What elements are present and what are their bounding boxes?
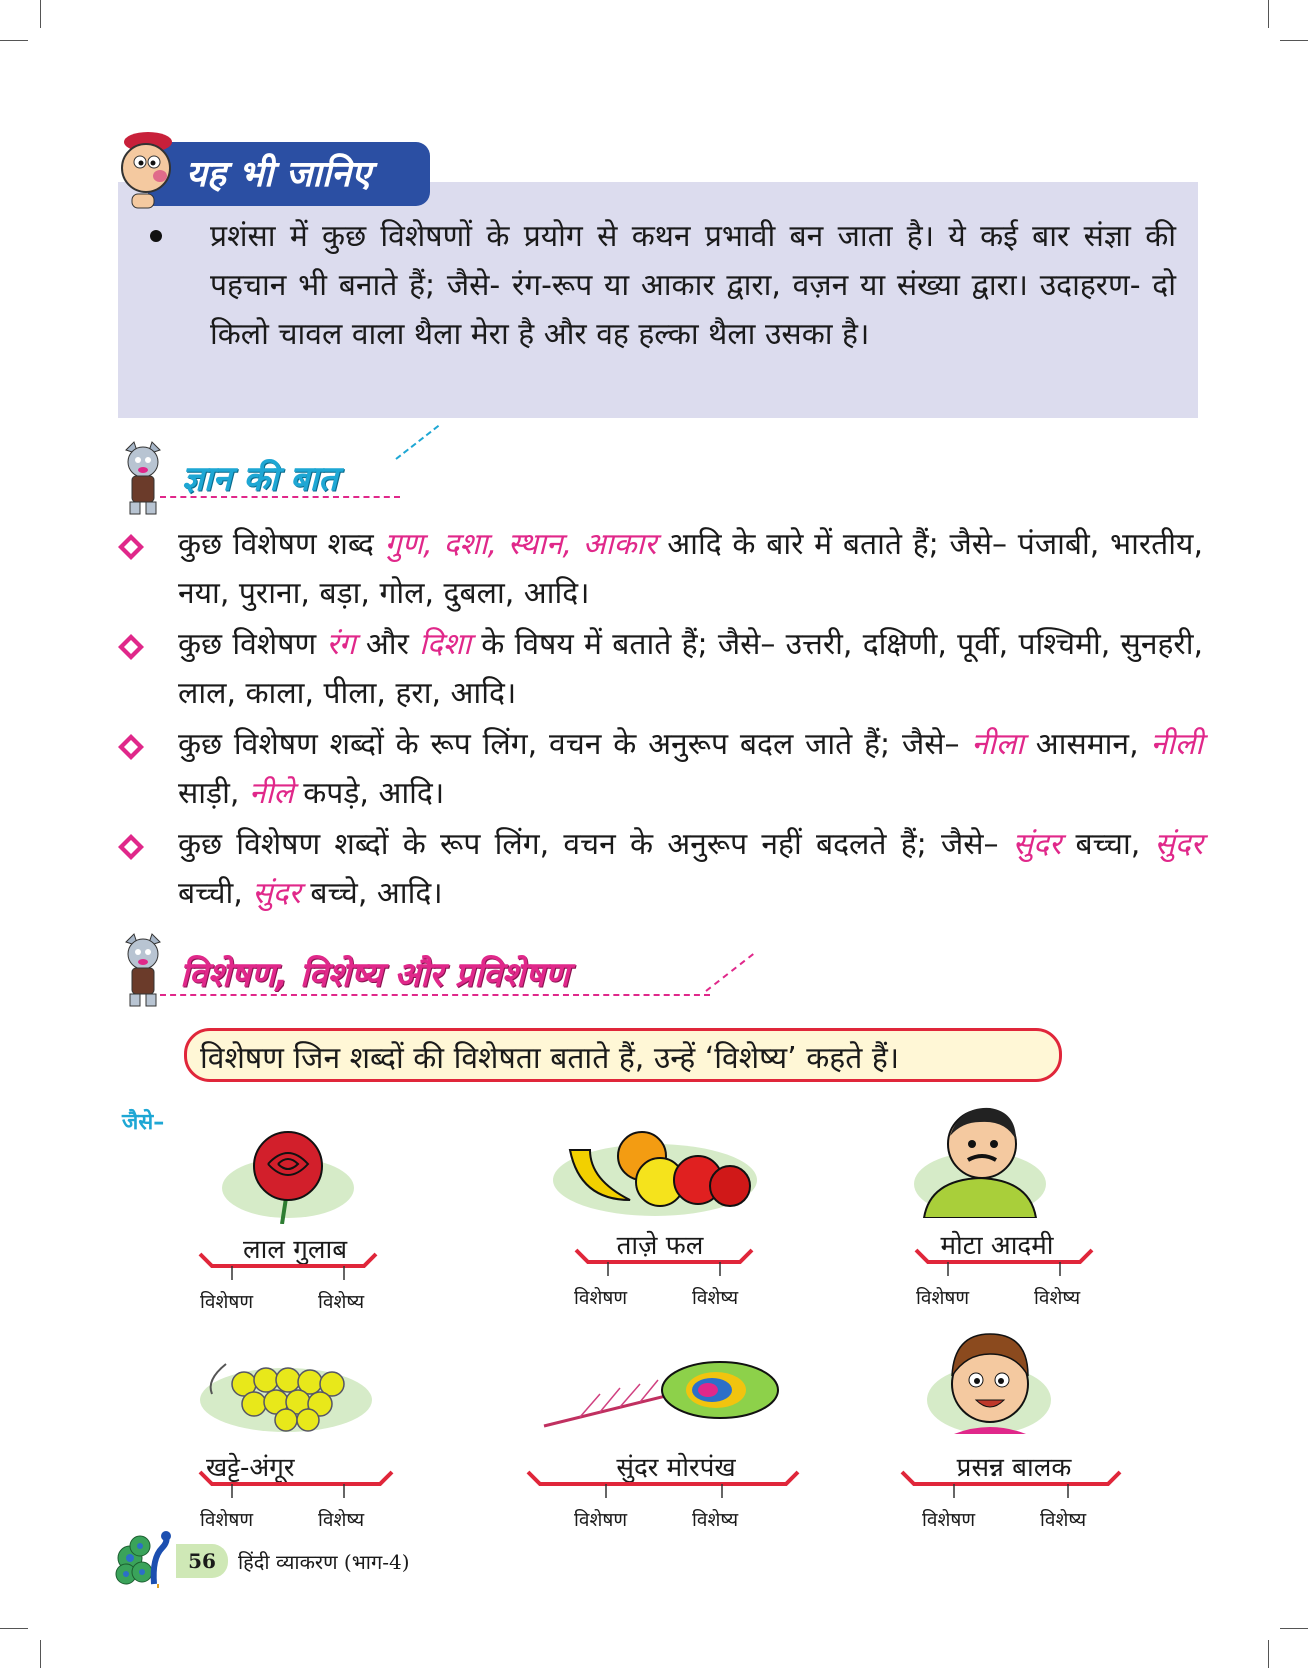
highlight-word: रंग (326, 627, 356, 662)
example-label: जैसे– (122, 1110, 165, 1135)
crop-mark (1268, 0, 1269, 28)
example-phrase: लाल गुलाब (242, 1235, 348, 1265)
highlight-word: गुण, दशा, स्थान, आकार (384, 527, 657, 562)
peacock-feather-icon (540, 1360, 780, 1434)
example-phrase: मोटा आदमी (940, 1231, 1054, 1261)
happy-boy-icon (924, 1324, 1054, 1436)
noun-tag: विशेष्य (692, 1509, 739, 1531)
know-more-title: यह भी जानिए (186, 154, 371, 195)
point-text: कुछ विशेषण शब्द (178, 527, 385, 562)
adjective-tag: विशेषण (200, 1291, 254, 1313)
point-text: कपड़े, आदि। (293, 776, 445, 811)
adjective-tag: विशेषण (200, 1509, 254, 1531)
fat-man-icon (910, 1100, 1050, 1218)
crop-mark (0, 40, 28, 41)
section-title: विशेषण, विशेष्य और प्रविशेषण (180, 955, 570, 995)
brace-line (914, 1248, 1094, 1276)
point-text: कुछ विशेषण शब्दों के रूप लिंग, वचन के अनुरूप नहीं बदलते हैं; जैसे– (178, 827, 1013, 862)
crop-mark (40, 1640, 41, 1668)
highlight-word: नीली (1150, 727, 1203, 762)
brace-line (198, 1252, 378, 1280)
crop-mark (40, 0, 41, 28)
knowledge-point (178, 520, 1203, 618)
adjective-tag: विशेषण (916, 1287, 970, 1309)
highlight-word: सुंदर (252, 876, 301, 911)
brace-line (574, 1248, 754, 1276)
cat-mascot-icon (116, 440, 170, 518)
highlight-word: सुंदर (1154, 827, 1203, 862)
page-number: 56 (176, 1544, 228, 1578)
crop-mark (0, 1628, 28, 1629)
title-dotted-line (160, 496, 400, 498)
highlight-word: सुंदर (1012, 827, 1062, 862)
example-phrase: ताज़े फल (616, 1231, 704, 1261)
point-text: साड़ी, (178, 776, 249, 811)
point-text: के विषय में बताते हैं; जैसे– उत्तरी, दक्षिणी, पूर्वी, पश्चिमी, सुनहरी, लाल, काला, पीला, हरा, आदि। (178, 627, 1203, 711)
diamond-bullet-icon (118, 634, 144, 660)
fruits-icon (550, 1120, 760, 1220)
adjective-tag: विशेषण (574, 1509, 628, 1531)
knowledge-point (178, 820, 1203, 918)
peacock-icon (114, 1528, 178, 1588)
bullet-icon (150, 230, 162, 242)
noun-tag: विशेष्य (1034, 1287, 1081, 1309)
point-text: आदि के बारे में बताते हैं; जैसे– पंजाबी, भारतीय, नया, पुराना, बड़ा, गोल, दुबला, आदि। (178, 527, 1203, 611)
noun-tag: विशेष्य (692, 1287, 739, 1309)
brace-line (526, 1470, 800, 1498)
cat-mascot-icon (116, 932, 170, 1010)
grapes-icon (196, 1350, 376, 1434)
brace-line (198, 1470, 394, 1498)
know-more-text: प्रशंसा में कुछ विशेषणों के प्रयोग से कथन प्रभावी बन जाता है। ये कई बार संज्ञा की पहचान भी बनाते हैं; जैसे- रंग-रूप या आकार द्वारा, वज़न या संख्या द्वारा। उदाहरण- दो किलो चावल वाला थैला मेरा है और वह हल्का थैला उसका है। (210, 219, 1176, 352)
brace-line (900, 1470, 1122, 1498)
point-text: बच्ची, (178, 876, 253, 911)
definition-text: विशेषण जिन शब्दों की विशेषता बताते हैं, उन्हें ‘विशेष्य’ कहते हैं। (200, 1041, 900, 1076)
highlight-word: नीले (248, 776, 294, 811)
crop-mark (1280, 40, 1308, 41)
title-dotted-line (395, 425, 439, 460)
title-dotted-line (160, 994, 710, 996)
noun-tag: विशेष्य (318, 1509, 365, 1531)
boy-face-icon (112, 132, 182, 210)
highlight-word: नीला (971, 727, 1024, 762)
knowledge-point (178, 720, 1203, 818)
knowledge-title: ज्ञान की बात (182, 459, 338, 499)
book-title: हिंदी व्याकरण (भाग-4) (238, 1550, 410, 1574)
title-dotted-line (705, 953, 754, 992)
diamond-bullet-icon (118, 534, 144, 560)
point-text: बच्चे, आदि। (300, 876, 443, 911)
noun-tag: विशेष्य (1040, 1509, 1087, 1531)
diamond-bullet-icon (118, 834, 144, 860)
crop-mark (1280, 1628, 1308, 1629)
example-phrase: सुंदर मोरपंख (616, 1453, 736, 1483)
example-phrase: प्रसन्न बालक (956, 1453, 1072, 1483)
point-text: आसमान, (1023, 727, 1151, 762)
crop-mark (1268, 1640, 1269, 1668)
noun-tag: विशेष्य (318, 1291, 365, 1313)
point-text: और (355, 627, 420, 662)
example-phrase: खट्टे-अंगूर (206, 1453, 295, 1483)
adjective-tag: विशेषण (922, 1509, 976, 1531)
point-text: कुछ विशेषण (178, 627, 327, 662)
point-text: कुछ विशेषण शब्दों के रूप लिंग, वचन के अनुरूप बदल जाते हैं; जैसे– (178, 727, 972, 762)
rose-icon (218, 1128, 360, 1224)
point-text: बच्चा, (1061, 827, 1155, 862)
knowledge-point (178, 620, 1203, 718)
highlight-word: दिशा (419, 627, 472, 662)
adjective-tag: विशेषण (574, 1287, 628, 1309)
diamond-bullet-icon (118, 734, 144, 760)
